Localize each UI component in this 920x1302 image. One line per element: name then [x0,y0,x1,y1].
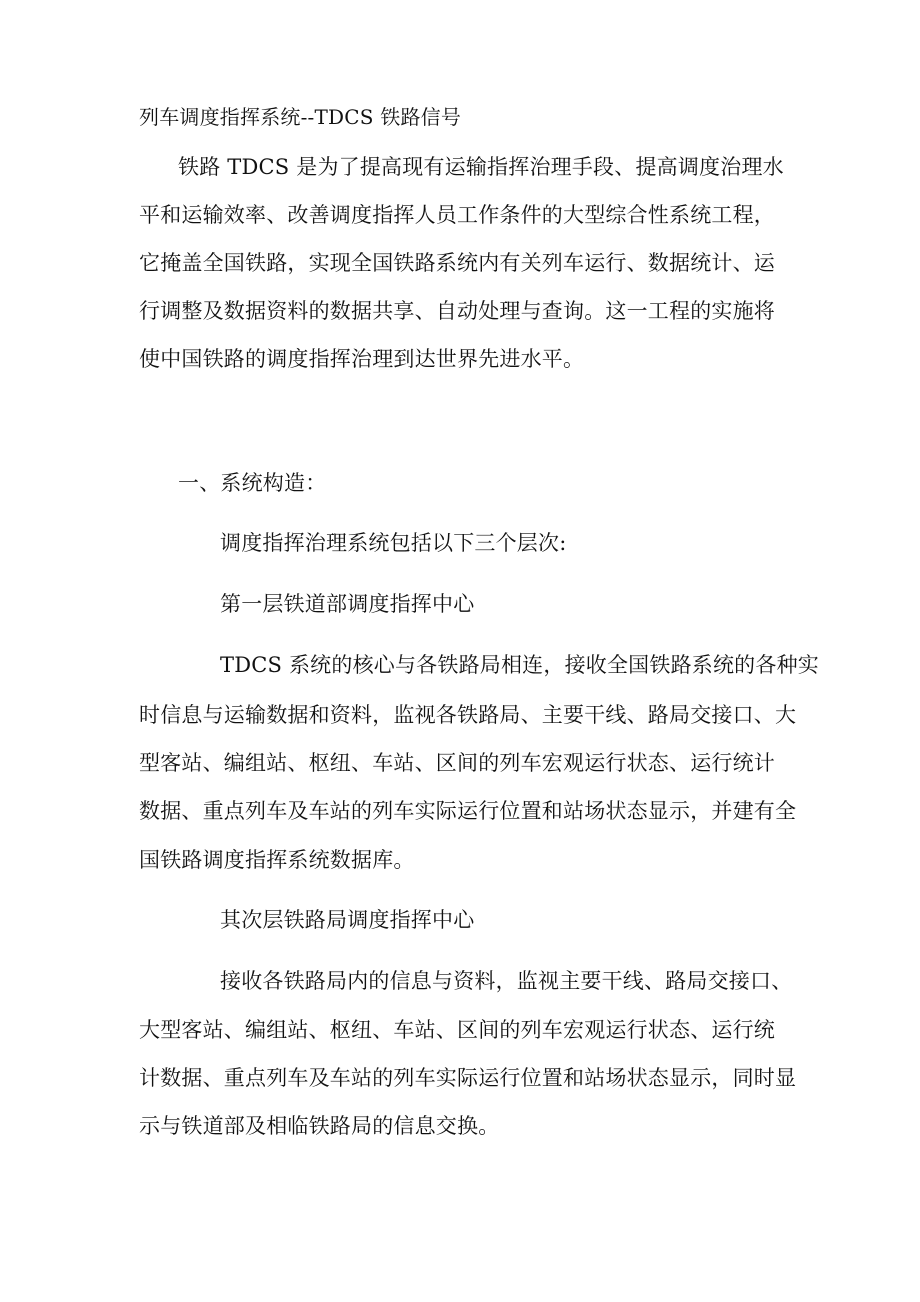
section-intro: 调度指挥治理系统包括以下三个层次: [220,531,567,555]
level1-line-5: 国铁路调度指挥系统数据库。 [139,848,415,872]
intro-line-1: 铁路 TDCS 是为了提高现有运输指挥治理手段、提高调度治理水 [178,155,784,179]
level2-heading: 其次层铁路局调度指挥中心 [220,908,475,932]
section-heading: 一、系统构造： [178,471,327,495]
intro-line-2: 平和运输效率、改善调度指挥人员工作条件的大型综合性系统工程， [139,203,775,227]
level2-line-4: 示与铁道部及相临铁路局的信息交换。 [139,1114,500,1138]
level1-line-3: 型客站、编组站、枢纽、车站、区间的列车宏观运行状态、运行统计 [139,751,775,775]
level1-heading: 第一层铁道部调度指挥中心 [220,592,475,616]
level2-line-3: 计数据、重点列车及车站的列车实际运行位置和站场状态显示，同时显 [139,1066,797,1090]
document-title: 列车调度指挥系统--TDCS 铁路信号 [139,105,462,129]
intro-line-4: 行调整及数据资料的数据共享、自动处理与查询。这一工程的实施将 [139,299,775,323]
level1-line-4: 数据、重点列车及车站的列车实际运行位置和站场状态显示，并建有全 [139,799,797,823]
level2-line-2: 大型客站、编组站、枢纽、车站、区间的列车宏观运行状态、运行统 [139,1018,775,1042]
level2-line-1: 接收各铁路局内的信息与资料，监视主要干线、路局交接口、 [220,969,793,993]
level1-line-1: TDCS 系统的核心与各铁路局相连，接收全国铁路系统的各种实 [220,653,819,677]
intro-line-5: 使中国铁路的调度指挥治理到达世界先进水平。 [139,347,585,371]
level1-line-2: 时信息与运输数据和资料，监视各铁路局、主要干线、路局交接口、大 [139,703,797,727]
intro-line-3: 它掩盖全国铁路，实现全国铁路系统内有关列车运行、数据统计、运 [139,251,775,275]
